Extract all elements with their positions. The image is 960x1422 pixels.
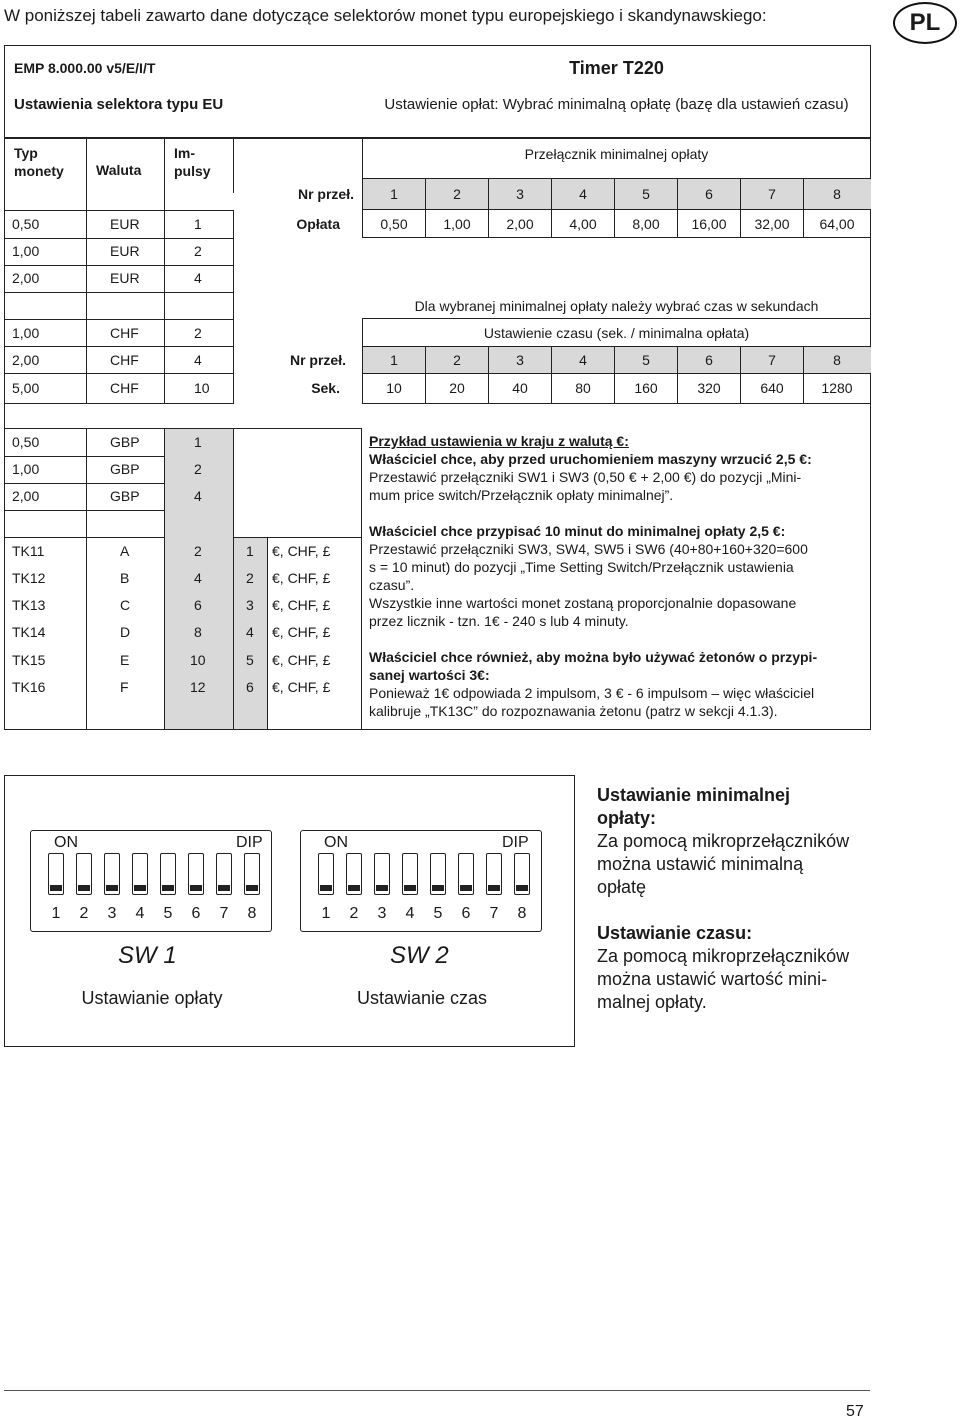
coin-currency: EUR xyxy=(110,270,140,286)
coin-pulses: 4 xyxy=(194,488,202,504)
fee-nr-label: Nr przeł. xyxy=(297,186,354,202)
time-switch-number: 3 xyxy=(516,352,524,368)
time-switch-title: Ustawienie czasu (sek. / minimalna opłata) xyxy=(483,325,750,341)
token-name: TK15 xyxy=(12,652,46,668)
example-p1-line: mum price switch/Przełącznik opłaty minimalnej”. xyxy=(369,487,674,503)
sw2-caption: Ustawianie czas xyxy=(356,988,488,1008)
token-name: TK14 xyxy=(12,624,46,640)
sw2-number: 1 xyxy=(321,905,331,922)
sw2-number: 6 xyxy=(461,905,471,922)
fee-value: 64,00 xyxy=(819,216,855,232)
coin-pulses: 2 xyxy=(194,243,202,259)
side-text-1: można ustawić minimalną xyxy=(597,854,804,874)
seconds-value: 40 xyxy=(512,380,528,396)
coin-currency: CHF xyxy=(110,380,139,396)
token-name: TK16 xyxy=(12,679,46,695)
token-name: TK13 xyxy=(12,597,46,613)
sw2-switch-7[interactable] xyxy=(486,853,502,895)
time-switch-number: 1 xyxy=(390,352,398,368)
language-badge: PL xyxy=(893,2,957,44)
sw1-number: 3 xyxy=(107,905,117,922)
sw2-switch-3[interactable] xyxy=(374,853,390,895)
page-number: 57 xyxy=(846,1403,864,1420)
sw2-switch-4[interactable] xyxy=(402,853,418,895)
sw1-on-label: ON xyxy=(54,834,78,851)
coin-value: 1,00 xyxy=(12,243,40,259)
coin-value: 2,00 xyxy=(12,270,40,286)
seconds-value: 80 xyxy=(575,380,591,396)
sw1-switch-5[interactable] xyxy=(160,853,176,895)
time-switch-number: 6 xyxy=(705,352,713,368)
fee-value: 4,00 xyxy=(569,216,597,232)
fee-switch-number: 7 xyxy=(768,186,776,202)
sw2-switch-8[interactable] xyxy=(514,853,530,895)
token-number: 3 xyxy=(246,597,254,613)
token-number: 1 xyxy=(246,543,254,559)
example-p2-line: Przestawić przełączniki SW3, SW4, SW5 i SW6 (40+80+160+320=600 xyxy=(369,541,808,557)
coin-currency: CHF xyxy=(110,352,139,368)
token-pulses: 10 xyxy=(190,652,206,668)
time-switch-number: 8 xyxy=(833,352,841,368)
seconds-value: 160 xyxy=(634,380,658,396)
fee-switch-number: 3 xyxy=(516,186,524,202)
page-heading: W poniższej tabeli zawarto dane dotyczące selektorów monet typu europejskiego i skandynawskiego: xyxy=(4,6,767,25)
seconds-value: 10 xyxy=(386,380,402,396)
sw2-on-label: ON xyxy=(324,834,348,851)
sw1-switch-7[interactable] xyxy=(216,853,232,895)
token-pulses: 8 xyxy=(194,624,202,640)
time-switch-number: 2 xyxy=(453,352,461,368)
sw2-name: SW 2 xyxy=(390,942,449,969)
seconds-value: 320 xyxy=(697,380,721,396)
token-currencies: €, CHF, £ xyxy=(272,543,331,559)
side-heading-1-cont: opłaty: xyxy=(597,808,657,828)
token-letter: F xyxy=(120,679,129,695)
coin-value: 1,00 xyxy=(12,461,40,477)
sw2-switch-5[interactable] xyxy=(430,853,446,895)
fee-switch-number: 2 xyxy=(453,186,461,202)
sw1-switch-3[interactable] xyxy=(104,853,120,895)
example-p2-bold: Właściciel chce przypisać 10 minut do minimalnej opłaty 2,5 €: xyxy=(369,523,786,539)
coin-currency: CHF xyxy=(110,325,139,341)
coin-value: 0,50 xyxy=(12,434,40,450)
sw2-switch-1[interactable] xyxy=(318,853,334,895)
fee-label: Opłata xyxy=(296,216,340,232)
token-pulses: 6 xyxy=(194,597,202,613)
coin-pulses: 2 xyxy=(194,325,202,341)
sw1-switch-4[interactable] xyxy=(132,853,148,895)
side-text-2: Za pomocą mikroprzełączników xyxy=(597,946,850,966)
seconds-value: 1280 xyxy=(821,380,853,396)
token-currencies: €, CHF, £ xyxy=(272,652,331,668)
coin-value: 0,50 xyxy=(12,216,40,232)
sw2-number: 7 xyxy=(489,905,499,922)
side-heading-1: Ustawianie minimalnej xyxy=(597,785,791,805)
side-text-2: można ustawić wartość mini- xyxy=(597,969,828,989)
sw1-number: 2 xyxy=(79,905,89,922)
fee-switch-number: 4 xyxy=(579,186,587,202)
fee-switch-number: 1 xyxy=(390,186,398,202)
col-waluta: Waluta xyxy=(96,162,142,178)
fee-value: 0,50 xyxy=(380,216,408,232)
sw1-switch-8[interactable] xyxy=(244,853,260,895)
coin-value: 2,00 xyxy=(12,352,40,368)
timer-subtitle: Ustawienie opłat: Wybrać minimalną opłatę (bazę dla ustawień czasu) xyxy=(384,96,849,113)
sw2-number: 3 xyxy=(377,905,387,922)
example-p2-line: Wszystkie inne wartości monet zostaną proporcjonalnie dopasowane xyxy=(369,595,797,611)
example-p3-bold: Właściciel chce również, aby można było używać żetonów o przypi- xyxy=(369,649,818,665)
side-notes xyxy=(597,784,957,1014)
fee-switch-number: 8 xyxy=(833,186,841,202)
coin-currency: EUR xyxy=(110,243,140,259)
sw1-number: 4 xyxy=(135,905,145,922)
coin-pulses: 1 xyxy=(194,216,202,232)
token-currencies: €, CHF, £ xyxy=(272,597,331,613)
coin-value: 5,00 xyxy=(12,380,40,396)
sw2-number: 5 xyxy=(433,905,443,922)
fee-value: 8,00 xyxy=(632,216,660,232)
time-switch-number: 7 xyxy=(768,352,776,368)
token-name: TK12 xyxy=(12,570,46,586)
seconds-label: Sek. xyxy=(311,380,340,396)
sw2-number: 8 xyxy=(517,905,527,922)
side-text-2: malnej opłaty. xyxy=(597,992,707,1012)
example-p1-line: Przestawić przełączniki SW1 i SW3 (0,50 € + 2,00 €) do pozycji „Mini- xyxy=(369,469,802,485)
coin-pulses: 10 xyxy=(194,380,210,396)
example-heading: Przykład ustawienia w kraju z walutą €: xyxy=(369,433,629,449)
col-impulsy: Im- pulsy xyxy=(174,145,211,179)
sw1-switch-1[interactable] xyxy=(48,853,64,895)
token-currencies: €, CHF, £ xyxy=(272,679,331,695)
time-switch-number: 4 xyxy=(579,352,587,368)
sw1-caption: Ustawianie opłaty xyxy=(81,988,223,1008)
sw2-number: 2 xyxy=(349,905,359,922)
sw2-dip-label: DIP xyxy=(502,834,529,851)
example-p2-line: przez licznik - tzn. 1€ - 240 s lub 4 minuty. xyxy=(369,613,629,629)
example-p3-line: Ponieważ 1€ odpowiada 2 impulsom, 3 € - 6 impulsom – więc właściciel xyxy=(369,685,815,701)
token-pulses: 4 xyxy=(194,570,202,586)
example-p1-bold: Właściciel chce, aby przed uruchomieniem maszyny wrzucić 2,5 €: xyxy=(369,451,812,467)
coin-currency: GBP xyxy=(110,461,140,477)
sw1-name: SW 1 xyxy=(118,942,177,969)
example-p2-line: s = 10 minut) do pozycji „Time Setting Switch/Przełącznik ustawienia xyxy=(369,559,794,575)
sw1-number: 1 xyxy=(51,905,61,922)
example-p3-line: kalibruje „TK13C” do rozpoznawania żetonu (patrz w sekcji 4.1.3). xyxy=(369,703,778,719)
fee-switch-title: Przełącznik minimalnej opłaty xyxy=(524,146,709,162)
example-text xyxy=(369,432,867,720)
token-pulses: 2 xyxy=(194,543,202,559)
token-currencies: €, CHF, £ xyxy=(272,570,331,586)
col-typ-monety: Typ monety xyxy=(14,145,64,179)
sw2-switch-2[interactable] xyxy=(346,853,362,895)
token-letter: B xyxy=(120,570,130,586)
side-heading-2: Ustawianie czasu: xyxy=(597,923,753,943)
token-number: 5 xyxy=(246,652,254,668)
seconds-value: 20 xyxy=(449,380,465,396)
coin-pulses: 1 xyxy=(194,434,202,450)
sw2-number: 4 xyxy=(405,905,415,922)
sw1-number: 6 xyxy=(191,905,201,922)
token-pulses: 12 xyxy=(190,679,206,695)
fee-value: 32,00 xyxy=(754,216,790,232)
time-switch-number: 5 xyxy=(642,352,650,368)
coin-value: 1,00 xyxy=(12,325,40,341)
side-text-1: Za pomocą mikroprzełączników xyxy=(597,831,850,851)
coin-currency: EUR xyxy=(110,216,140,232)
coin-pulses: 2 xyxy=(194,461,202,477)
timer-title: Timer T220 xyxy=(569,58,664,78)
time-nr-label: Nr przeł. xyxy=(289,352,346,368)
sw1-number: 8 xyxy=(247,905,257,922)
token-letter: E xyxy=(120,652,130,668)
sw1-switch-2[interactable] xyxy=(76,853,92,895)
fee-value: 1,00 xyxy=(443,216,471,232)
sw1-number: 5 xyxy=(163,905,173,922)
token-letter: A xyxy=(120,543,130,559)
token-number: 2 xyxy=(246,570,254,586)
time-switch-note: Dla wybranej minimalnej opłaty należy wybrać czas w sekundach xyxy=(414,298,819,314)
coin-currency: GBP xyxy=(110,434,140,450)
example-p2-line: czasu”. xyxy=(369,577,415,593)
seconds-value: 640 xyxy=(760,380,784,396)
token-currencies: €, CHF, £ xyxy=(272,624,331,640)
token-letter: C xyxy=(120,597,131,613)
sw1-number: 7 xyxy=(219,905,229,922)
sw1-dip-label: DIP xyxy=(236,834,263,851)
coin-value: 2,00 xyxy=(12,488,40,504)
token-number: 6 xyxy=(246,679,254,695)
token-name: TK11 xyxy=(12,543,45,559)
token-number: 4 xyxy=(246,624,254,640)
example-p3-bold: sanej wartości 3€: xyxy=(369,667,490,683)
fee-switch-number: 5 xyxy=(642,186,650,202)
fee-switch-number: 6 xyxy=(705,186,713,202)
token-letter: D xyxy=(120,624,131,640)
model-name: EMP 8.000.00 v5/E/I/T xyxy=(14,60,156,76)
left-subtitle: Ustawienia selektora typu EU xyxy=(14,96,224,113)
coin-currency: GBP xyxy=(110,488,140,504)
fee-value: 16,00 xyxy=(691,216,727,232)
sw2-switch-6[interactable] xyxy=(458,853,474,895)
sw1-switch-6[interactable] xyxy=(188,853,204,895)
side-text-1: opłatę xyxy=(597,877,647,897)
coin-pulses: 4 xyxy=(194,352,202,368)
coin-pulses: 4 xyxy=(194,270,202,286)
fee-value: 2,00 xyxy=(506,216,534,232)
